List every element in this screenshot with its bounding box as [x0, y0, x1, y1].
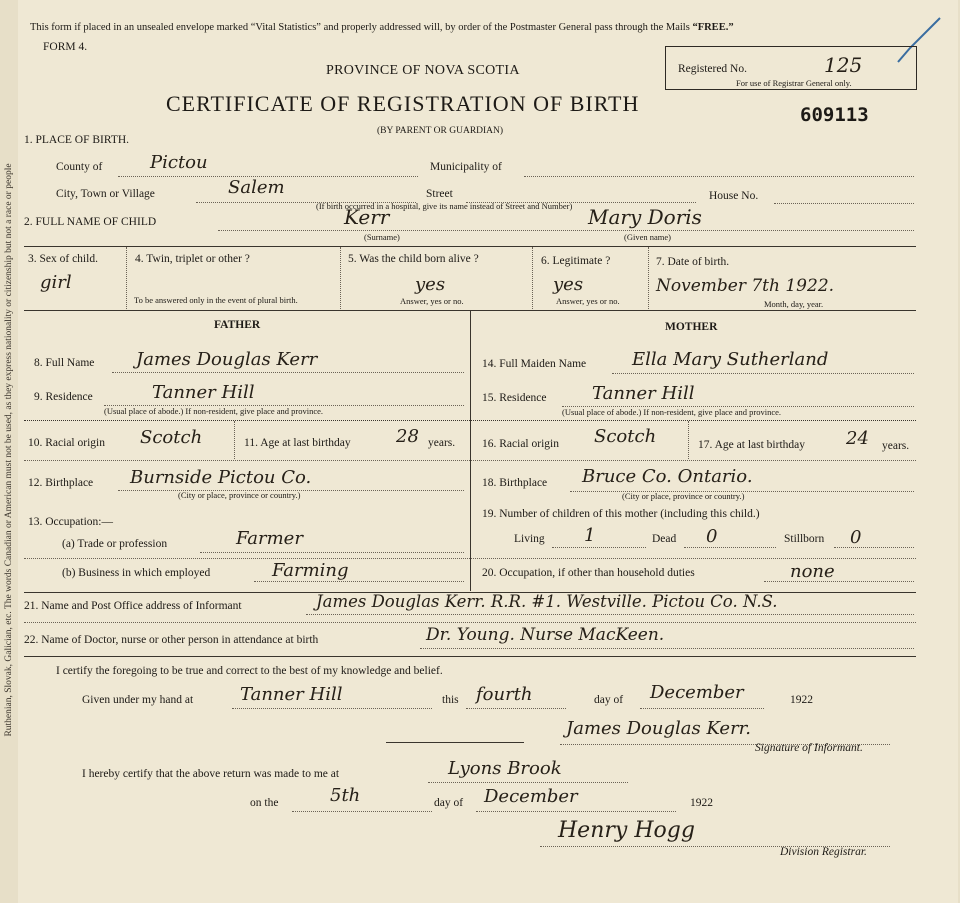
doctor-value: Dr. Young. Nurse MacKeen.	[426, 625, 665, 645]
mother-occupation: none	[790, 561, 835, 582]
certify-text: I certify the foregoing to be true and correct to the best of my knowledge and belief.	[56, 665, 443, 677]
twin-note: To be answered only in the event of plural birth.	[134, 295, 298, 305]
certify-month: December	[650, 682, 744, 703]
father-res: Tanner Hill	[152, 382, 255, 403]
father-racial-div	[234, 421, 235, 459]
father-occ-label: 13. Occupation:—	[28, 516, 113, 528]
province-heading: PROVINCE OF NOVA SCOTIA	[326, 63, 520, 78]
registered-value: 125	[824, 53, 863, 77]
row3-top-line	[24, 246, 916, 247]
registered-label: Registered No.	[678, 63, 747, 75]
given-note: (Given name)	[624, 232, 671, 242]
signature-dash	[386, 742, 524, 743]
child-surname: Kerr	[344, 205, 390, 229]
county-value: Pictou	[150, 152, 208, 173]
father-bp-note: (City or place, province or country.)	[178, 490, 301, 500]
business-top-line	[24, 558, 916, 559]
row3-div-3	[532, 247, 533, 309]
subtitle: (BY PARENT OR GUARDIAN)	[377, 126, 504, 136]
hospital-note: (If birth occurred in a hospital, give its name instead of Street and Number)	[316, 201, 573, 211]
mother-res-label: 15. Residence	[482, 392, 547, 404]
registrar-sig-label: Division Registrar.	[780, 846, 867, 858]
living-value: 1	[584, 525, 596, 546]
place-heading: 1. PLACE OF BIRTH.	[24, 134, 130, 146]
mother-occ-label: 20. Occupation, if other than household duties	[482, 567, 695, 579]
dead-line	[684, 547, 776, 548]
birthplace-top-line	[24, 460, 916, 461]
legit-label: 6. Legitimate ?	[541, 255, 611, 267]
margin-instruction: Ruthenian, Slovak, Galician, etc. The words Canadian or American must not be used, as they express nationality or citizenship but not a race or people	[4, 163, 14, 737]
month-line	[640, 708, 764, 709]
informant-sig-label: Signature of Informant.	[755, 742, 863, 754]
father-bp-label: 12. Birthplace	[28, 477, 94, 489]
father-birthplace: Burnside Pictou Co.	[130, 467, 312, 488]
house-label: House No.	[709, 190, 759, 202]
doctor-line	[420, 648, 914, 649]
sex-label: 3. Sex of child.	[28, 253, 98, 265]
given-place-line	[232, 708, 432, 709]
house-line	[774, 203, 914, 204]
registrar-signature: Henry Hogg	[558, 818, 695, 843]
registrar-day-line	[292, 811, 432, 812]
stillborn-line	[834, 547, 914, 548]
given-place: Tanner Hill	[240, 684, 343, 705]
row3-div-2	[340, 247, 341, 309]
father-name: James Douglas Kerr	[136, 349, 318, 370]
registrar-year: 1922	[690, 797, 713, 809]
father-business: Farming	[272, 560, 349, 581]
twin-label: 4. Twin, triplet or other ?	[135, 253, 250, 265]
this-day-line	[466, 708, 566, 709]
father-racial-label: 10. Racial origin	[28, 437, 105, 449]
mother-age: 24	[846, 428, 869, 449]
this-day: fourth	[476, 684, 533, 705]
certificate-number: 609113	[800, 104, 869, 126]
alive-note: Answer, yes or no.	[400, 296, 464, 306]
dead-value: 0	[706, 526, 718, 547]
sex-value: girl	[40, 272, 72, 293]
date-value: November 7th 1922.	[656, 276, 835, 296]
dead-label: Dead	[652, 533, 677, 545]
mother-name-label: 14. Full Maiden Name	[482, 358, 587, 370]
day-of-label: day of	[594, 694, 624, 706]
father-res-label: 9. Residence	[34, 391, 93, 403]
row3-div-1	[126, 247, 127, 309]
father-age: 28	[396, 426, 419, 447]
trade-label: (a) Trade or profession	[62, 538, 168, 550]
father-heading: FATHER	[214, 319, 261, 331]
informant-value: James Douglas Kerr. R.R. #1. Westville. Pictou Co. N.S.	[316, 592, 778, 611]
informant-label: 21. Name and Post Office address of Informant	[24, 600, 242, 612]
municipality-label: Municipality of	[430, 161, 502, 173]
date-label: 7. Date of birth.	[656, 256, 730, 268]
given-label: Given under my hand at	[82, 694, 194, 706]
mother-heading: MOTHER	[665, 321, 718, 333]
mother-res: Tanner Hill	[592, 383, 695, 404]
father-res-note: (Usual place of abode.) If non-resident, give place and province.	[104, 406, 324, 416]
street-label: Street	[426, 188, 453, 200]
mother-name-line	[612, 373, 914, 374]
municipality-line	[524, 176, 914, 177]
parents-divider	[470, 311, 471, 591]
page-title: CERTIFICATE OF REGISTRATION OF BIRTH	[166, 91, 640, 116]
child-given-name: Mary Doris	[588, 205, 702, 229]
trade-line	[200, 552, 464, 553]
surname-note: (Surname)	[364, 232, 400, 242]
stillborn-value: 0	[850, 527, 862, 548]
mother-birthplace: Bruce Co. Ontario.	[582, 466, 753, 487]
father-age-label: 11. Age at last birthday	[244, 437, 351, 449]
legit-value: yes	[553, 274, 584, 295]
mother-racial: Scotch	[594, 426, 657, 447]
city-value: Salem	[228, 177, 285, 198]
mother-bp-note: (City or place, province or country.)	[622, 491, 745, 501]
notice-text: This form if placed in an unsealed envelope marked “Vital Statistics” and properly addressed will, by order of the Postmaster General pass through the Mails	[30, 22, 693, 33]
living-label: Living	[514, 533, 545, 545]
alive-label: 5. Was the child born alive ?	[348, 253, 479, 265]
father-years: years.	[428, 437, 456, 449]
child-name-label: 2. FULL NAME OF CHILD	[24, 216, 157, 228]
business-label: (b) Business in which employed	[62, 567, 211, 579]
mother-occ-line	[764, 581, 914, 582]
mother-res-note: (Usual place of abode.) If non-resident, give place and province.	[562, 407, 782, 417]
on-the-label: on the	[250, 797, 279, 809]
alive-value: yes	[415, 274, 446, 295]
father-name-line	[112, 372, 464, 373]
father-racial: Scotch	[140, 427, 203, 448]
doctor-bottom-line	[24, 656, 916, 657]
notice-free: “FREE.”	[692, 22, 734, 33]
mother-name: Ella Mary Sutherland	[632, 349, 829, 370]
mother-age-label: 17. Age at last birthday	[698, 439, 805, 451]
business-line	[254, 581, 464, 582]
mother-racial-div	[688, 421, 689, 459]
living-line	[552, 547, 646, 548]
father-trade: Farmer	[236, 528, 303, 549]
father-name-label: 8. Full Name	[34, 357, 95, 369]
registrar-month-line	[476, 811, 676, 812]
mail-notice	[30, 22, 734, 33]
row3-div-4	[648, 247, 649, 309]
registrar-text: I hereby certify that the above return was made to me at	[82, 768, 340, 780]
informant-signature: James Douglas Kerr.	[566, 718, 752, 739]
informant-line	[306, 614, 914, 615]
date-note: Month, day, year.	[764, 299, 824, 309]
racial-top-line	[24, 420, 916, 421]
mother-years: years.	[882, 440, 910, 452]
registrar-day: 5th	[330, 785, 361, 806]
this-label: this	[442, 694, 459, 706]
registered-note: For use of Registrar General only.	[736, 78, 852, 88]
county-label: County of	[56, 161, 103, 173]
mother-bp-label: 18. Birthplace	[482, 477, 548, 489]
certify-year: 1922	[790, 694, 813, 706]
form-number: FORM 4.	[43, 41, 88, 53]
registrar-place: Lyons Brook	[448, 758, 562, 779]
mother-racial-label: 16. Racial origin	[482, 438, 559, 450]
children-label: 19. Number of children of this mother (including this child.)	[482, 508, 760, 520]
registrar-day-of: day of	[434, 797, 464, 809]
registrar-month: December	[484, 786, 578, 807]
informant-sep	[24, 622, 916, 623]
legit-note: Answer, yes or no.	[556, 296, 620, 306]
stillborn-label: Stillborn	[784, 533, 825, 545]
child-name-line	[218, 230, 914, 231]
city-label: City, Town or Village	[56, 188, 155, 200]
registrar-place-line	[428, 782, 628, 783]
registered-box	[665, 46, 917, 90]
doctor-label: 22. Name of Doctor, nurse or other person in attendance at birth	[24, 634, 319, 646]
